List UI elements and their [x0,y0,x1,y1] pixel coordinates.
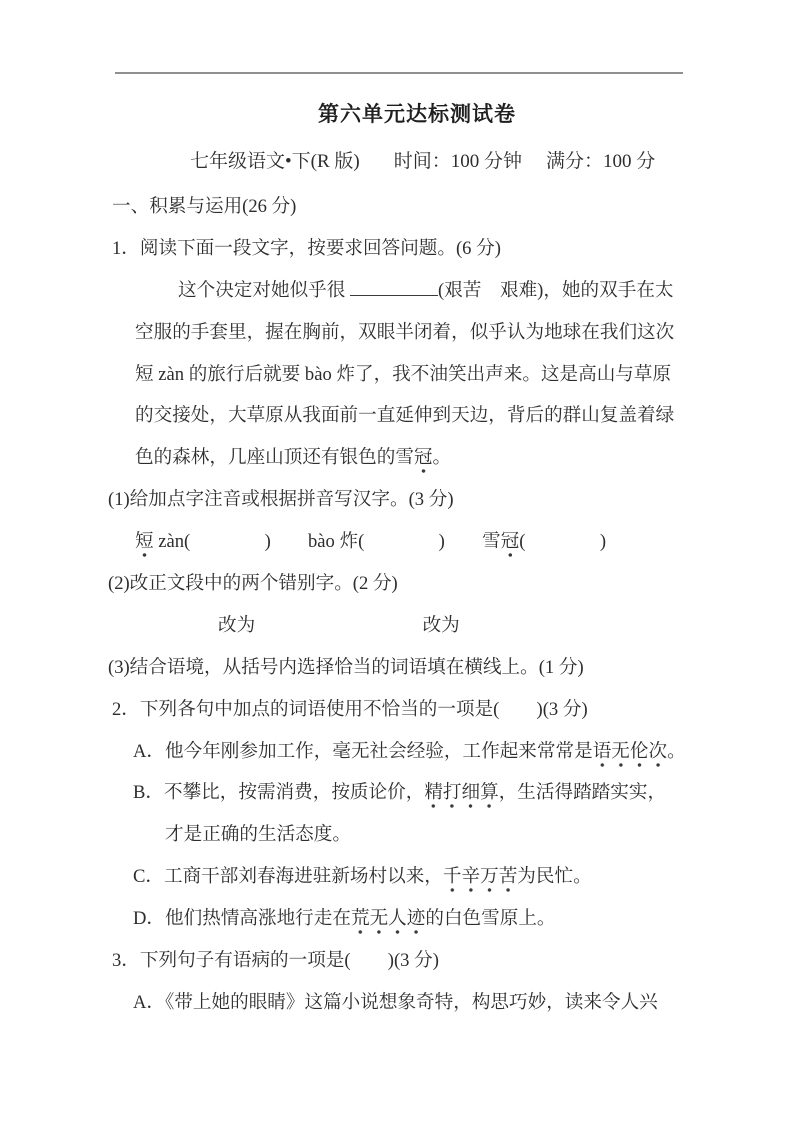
text-run: B．不攀比，按需消费，按质论价， [133,782,425,804]
sub-question-1 [0,479,800,521]
emphasized-term: 短 [135,531,154,558]
correction-line [0,605,800,647]
sub-question-3 [0,647,800,689]
passage-line-1 [0,270,800,312]
passage-line-4 [0,395,800,437]
paper-meta [190,149,655,175]
text-run: 色的森林，几座山顶还有银色的雪 [135,447,414,469]
text-run: ，生活得踏踏实实， [498,782,667,804]
emphasized-term: 冠 [414,447,433,474]
text-run: A．《带上她的眼睛》这篇小说想象奇特，构思巧妙，读来令人兴 [133,991,658,1013]
question-2-option-c [0,856,800,898]
text-run: 的白色雪原上。 [425,908,556,930]
section-1-heading [0,186,800,228]
text-run: 空服的手套里，握在胸前，双眼半闭着，似乎认为地球在我们这次 [135,321,675,343]
emphasized-term: 精打细算 [424,782,498,809]
question-2-option-b-line-2 [0,814,800,856]
sub-question-2 [0,563,800,605]
meta-time: 时间：100 分钟 [393,151,522,172]
text-run: 3．下列句子有语病的一项是( )(3 分) [112,950,439,972]
question-2-option-b [0,772,800,814]
text-run: (3)结合语境，从括号内选择恰当的词语填在横线上。(1 分) [108,656,584,678]
text-run: 的交接处，大草原从我面前一直延伸到天边，背后的群山复盖着绿 [135,405,675,427]
text-run: 1．阅读下面一段文字，按要求回答问题。(6 分) [112,237,501,259]
answer-blank-line [350,293,438,296]
paper-body [0,186,800,1024]
text-run: zàn( ) bào 炸( ) 雪 [153,531,501,553]
emphasized-term: 冠 [501,531,520,558]
text-run: 2．下列各句中加点的词语使用不恰当的一项是( )(3 分) [112,698,588,720]
emphasized-term: 荒无人迹 [351,908,425,935]
header-divider [115,72,683,74]
question-3-stem [0,940,800,982]
text-run: 才是正确的生活态度。 [165,824,351,846]
text-run: (艰苦 艰难)，她的双手在太 [438,279,674,301]
text-run: ( ) [519,531,607,553]
text-run: 这个决定对她似乎很 [178,279,350,301]
emphasized-term: 千辛万苦 [443,866,517,893]
passage-line-5 [0,437,800,479]
question-1-stem [0,228,800,270]
text-run: 改为 [422,614,460,636]
text-run: (1)给加点字注音或根据拼音写汉字。(3 分) [108,489,454,511]
text-run: 一、积累与运用(26 分) [112,196,297,217]
passage-line-2 [0,312,800,354]
text-run: 改为 [218,614,256,636]
question-3-option-a [0,982,800,1024]
text-run: D．他们热情高涨地行走在 [133,908,351,930]
pinyin-answer-line [0,521,800,563]
passage-line-3 [0,354,800,396]
text-run: 为民忙。 [517,866,592,888]
text-run: 。 [667,740,686,762]
page-title: 第六单元达标测试卷 [318,103,516,126]
meta-edition: 七年级语文•下(R 版) [190,151,360,172]
question-2-option-a [0,731,800,773]
text-run: 短 zàn 的旅行后就要 bào 炸了，我不油笑出声来。这是高山与草原 [135,363,672,385]
text-run: A．他今年刚参加工作，毫无社会经验，工作起来常常是 [133,740,593,762]
text-run: (2)改正文段中的两个错别字。(2 分) [108,573,398,595]
question-2-option-d [0,898,800,940]
emphasized-term: 语无伦次 [593,741,667,768]
text-run: 。 [432,447,452,469]
question-2-stem [0,689,800,731]
text-run: C．工商干部刘春海进驻新场村以来， [133,866,443,888]
meta-full-score: 满分：100 分 [546,151,656,172]
text-run [255,615,422,636]
